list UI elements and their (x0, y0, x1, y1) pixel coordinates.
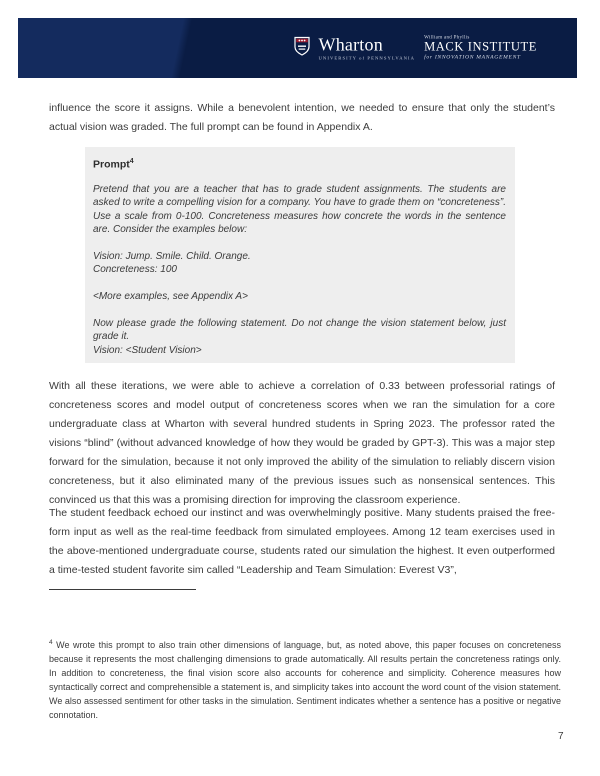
spacer (93, 304, 506, 317)
prompt-intro: Pretend that you are a teacher that has to grade student assignments. The students are asked to write a compelling vision for a company. You have to grade them on “concreteness”. Use a scale from 0-100. Concreteness measures how concrete the words in the sentence are. Consider the examples below: (93, 183, 506, 236)
footnote-separator-rule (49, 589, 196, 590)
prompt-title-footnote-marker: 4 (129, 158, 134, 165)
footnote (49, 636, 561, 722)
mack-tagline: for INNOVATION MANAGEMENT (424, 54, 521, 61)
prompt-quote-box (85, 147, 515, 363)
mack-eyebrow-label: William and Phyllis (424, 35, 470, 41)
footnote-text: We wrote this prompt to also train other dimensions of language, but, as noted above, this paper focuses on concreteness because it represents the most challenging dimensions to grade automatically. All results pertain the concreteness ratings only. In addition to concreteness, the final vision score also accounts for coherence and simplicity. Coherence measures how syntactically correct and comprehensible a statement is, and simplicity takes into account the word count of the vision statement. We also assessed sentiment for other tasks in the simulation. Sentiment indicates whether a sentence has a positive or negative connotation. (49, 640, 561, 720)
penn-shield-icon (294, 36, 310, 60)
wharton-logo (319, 36, 416, 60)
prompt-concreteness-example: Concreteness: 100 (93, 264, 177, 276)
prompt-box-title (93, 158, 506, 171)
wharton-university-label: UNIVERSITY of PENNSYLVANIA (318, 55, 416, 60)
body-paragraph-3: The student feedback echoed our instinct and was overwhelmingly positive. Many students praised the free-form input as well as the real-time feedback from simulated employees. Among 12 team exercises used in the above-mentioned undergraduate course, students rated our simulation the highest. It even outperformed a time-tested student favorite sim called “Leadership and Team Simulation: Everest V3”, (49, 507, 555, 576)
spacer (93, 277, 506, 290)
prompt-vision-example: Vision: Jump. Smile. Child. Orange. (93, 250, 251, 262)
prompt-grade-instruction: Now please grade the following statement. Do not change the vision statement below, just grade it. (93, 317, 506, 343)
mack-institute-logo (424, 36, 537, 61)
prompt-box-body (93, 183, 506, 358)
prompt-title-text: Prompt (93, 158, 130, 171)
mack-institute-name: MACK INSTITUTE (424, 39, 537, 54)
wharton-wordmark: Wharton (318, 34, 383, 54)
header-logo-row (294, 36, 537, 61)
footnote-marker: 4 (49, 639, 53, 646)
body-paragraph-1: influence the score it assigns. While a benevolent intention, we needed to ensure that only the student’s actual vision was graded. The full prompt can be found in Appendix A. (49, 102, 555, 133)
body-paragraph-2: With all these iterations, we were able to achieve a correlation of 0.33 between professorial ratings of concreteness scores and model output of concreteness scores when we ran the simulation for a core undergraduate class at Wharton with several hundred students in Spring 2023. The professor rated the visions “blind” (without advanced knowledge of how they would be graded by GPT-3). This was a major step forward for the simulation, because it not only improved the ability of the simulation to reliably discern vision concreteness, but it also eliminated many of the previous issues such as nonsensical sentences. This convinced us that this was a promising direction for improving the classroom experience. (49, 380, 555, 506)
prompt-vision-placeholder: Vision: <Student Vision> (93, 344, 202, 356)
prompt-more-examples: <More examples, see Appendix A> (93, 291, 248, 303)
header-band (18, 18, 577, 78)
page-number: 7 (558, 731, 564, 742)
